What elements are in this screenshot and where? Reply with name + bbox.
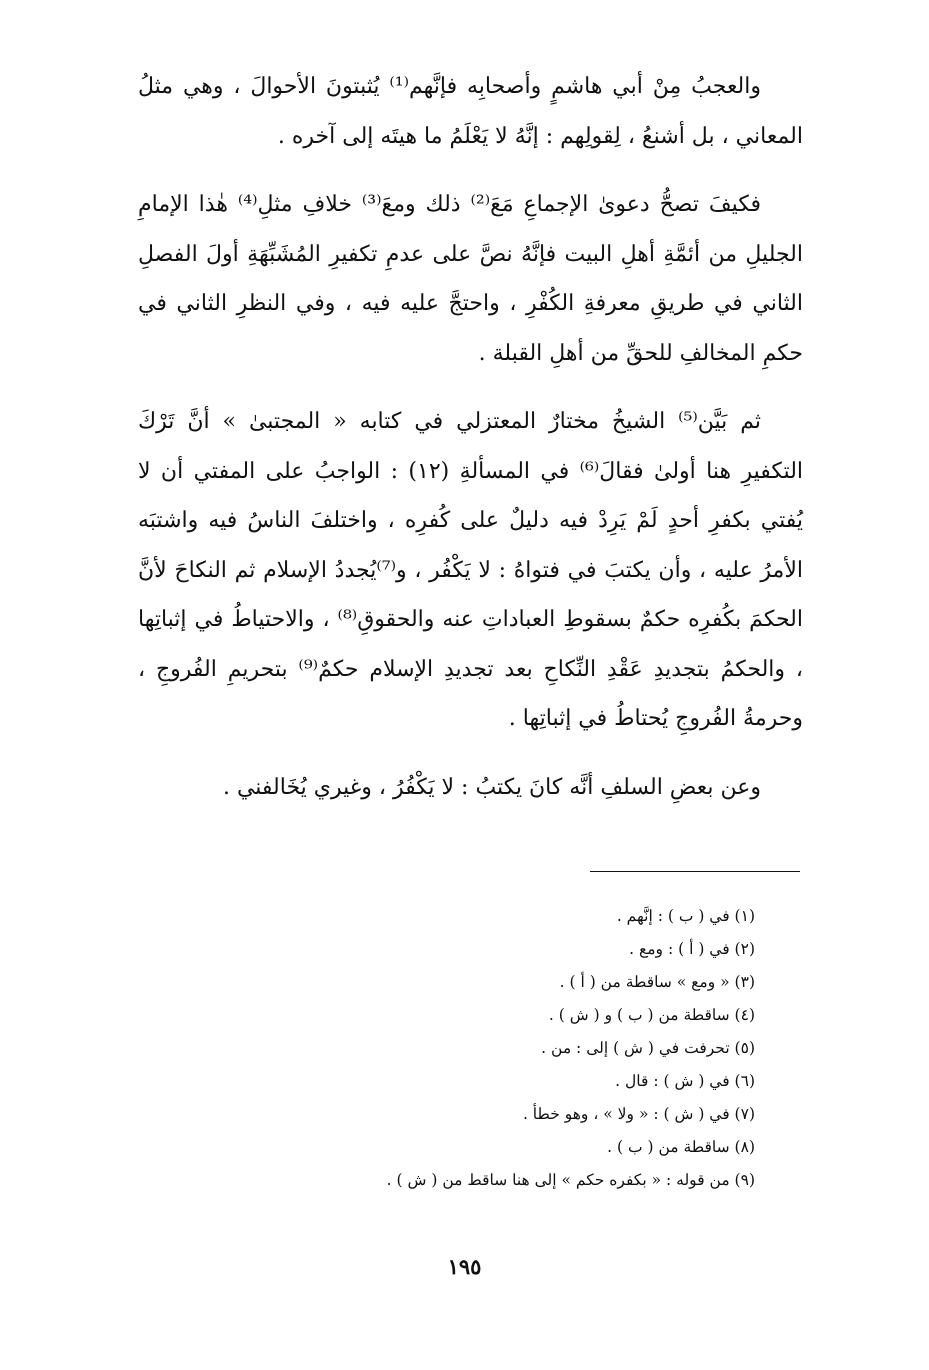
footnote-5: (٥) تحرفت في ( ش ) إلى : من . (541, 1039, 755, 1057)
paragraph-4: وعن بعضِ السلفِ أنَّه كانَ يكتبُ : لا يَكْفُرُ ، وغيري يُخَالفني . (222, 774, 761, 800)
page-number: ١٩٥ (447, 1254, 482, 1279)
footnote-1: (١) في ( ب ) : إنَّهم . (616, 907, 755, 925)
footnotes (300, 900, 755, 1197)
footnote-separator (590, 871, 800, 872)
footnote-2: (٢) في ( أ ) : ومع . (629, 940, 755, 958)
footnote-6: (٦) في ( ش ) : قال . (615, 1072, 755, 1090)
paragraph-2: فكيفَ تصحُّ دعوىٰ الإجماعِ مَعَ⁽²⁾ ذلك ومعَ⁽³⁾ خلافِ مثلِ⁽⁴⁾ هٰذا الإمامِ الجليلِ من أئمَّةِ أهلِ البيت فإنَّهُ نصَّ على عدمِ تكفيرِ المُشَبِّهَةِ أولَ الفصلِ الثاني في طريقِ معرفةِ الكُفْرِ ، واحتجَّ عليه فيه ، وفي النظرِ الثاني في حكمِ المخالفِ للحقِّ من أهلِ القبلة . (138, 192, 803, 366)
footnote-9: (٩) من قوله : « بكفره حكم » إلى هنا ساقط من ( ش ) . (386, 1171, 755, 1189)
footnote-3: (٣) « ومع » ساقطة من ( أ ) . (559, 973, 755, 991)
footnote-8: (٨) ساقطة من ( ب ) . (607, 1138, 755, 1156)
paragraph-1: والعجبُ مِنْ أبي هاشمٍ وأصحابِه فإنَّهم⁽¹⁾ يُثبتونَ الأحوالَ ، وهي مثلُ المعاني ، بل أشنعُ ، لِقولِهم : إنَّهُ لا يَعْلَمُ ما هيتَه إلى آخره . (138, 74, 803, 149)
main-text (138, 62, 803, 831)
footnote-4: (٤) ساقطة من ( ب ) و ( ش ) . (548, 1006, 755, 1024)
footnote-7: (٧) في ( ش ) : « ولا » ، وهو خطأ . (522, 1105, 755, 1123)
paragraph-3: ثم بَيَّن⁽⁵⁾ الشيخُ مختارٌ المعتزلي في كتابه « المجتبىٰ » أنَّ تَرْكَ التكفيرِ هنا أولىٰ فقالَ⁽⁶⁾ في المسألةِ (١٢) : الواجبُ على المفتي أن لا يُفتي بكفرِ أحدٍ لَمْ يَرِدْ فيه دليلٌ على كُفرِه ، واختلفَ الناسُ فيه واشتبَه الأمرُ عليه ، وأن يكتبَ في فتواهُ : لا يَكْفُر ، و⁽⁷⁾يُجددُ الإسلام ثم النكاحَ لأنَّ الحكمَ بكُفرِه حكمٌ بسقوطِ العباداتِ عنه والحقوقِ⁽⁸⁾ ، والاحتياطُ في إثباتِها ، والحكمُ بتجديدِ عَقْدِ النِّكاحِ بعد تجديدِ الإسلام حكمٌ⁽⁹⁾ بتحريمِ الفُروجِ ، وحرمةُ الفُروجِ يُحتاطُ في إثباتِها . (138, 409, 804, 731)
